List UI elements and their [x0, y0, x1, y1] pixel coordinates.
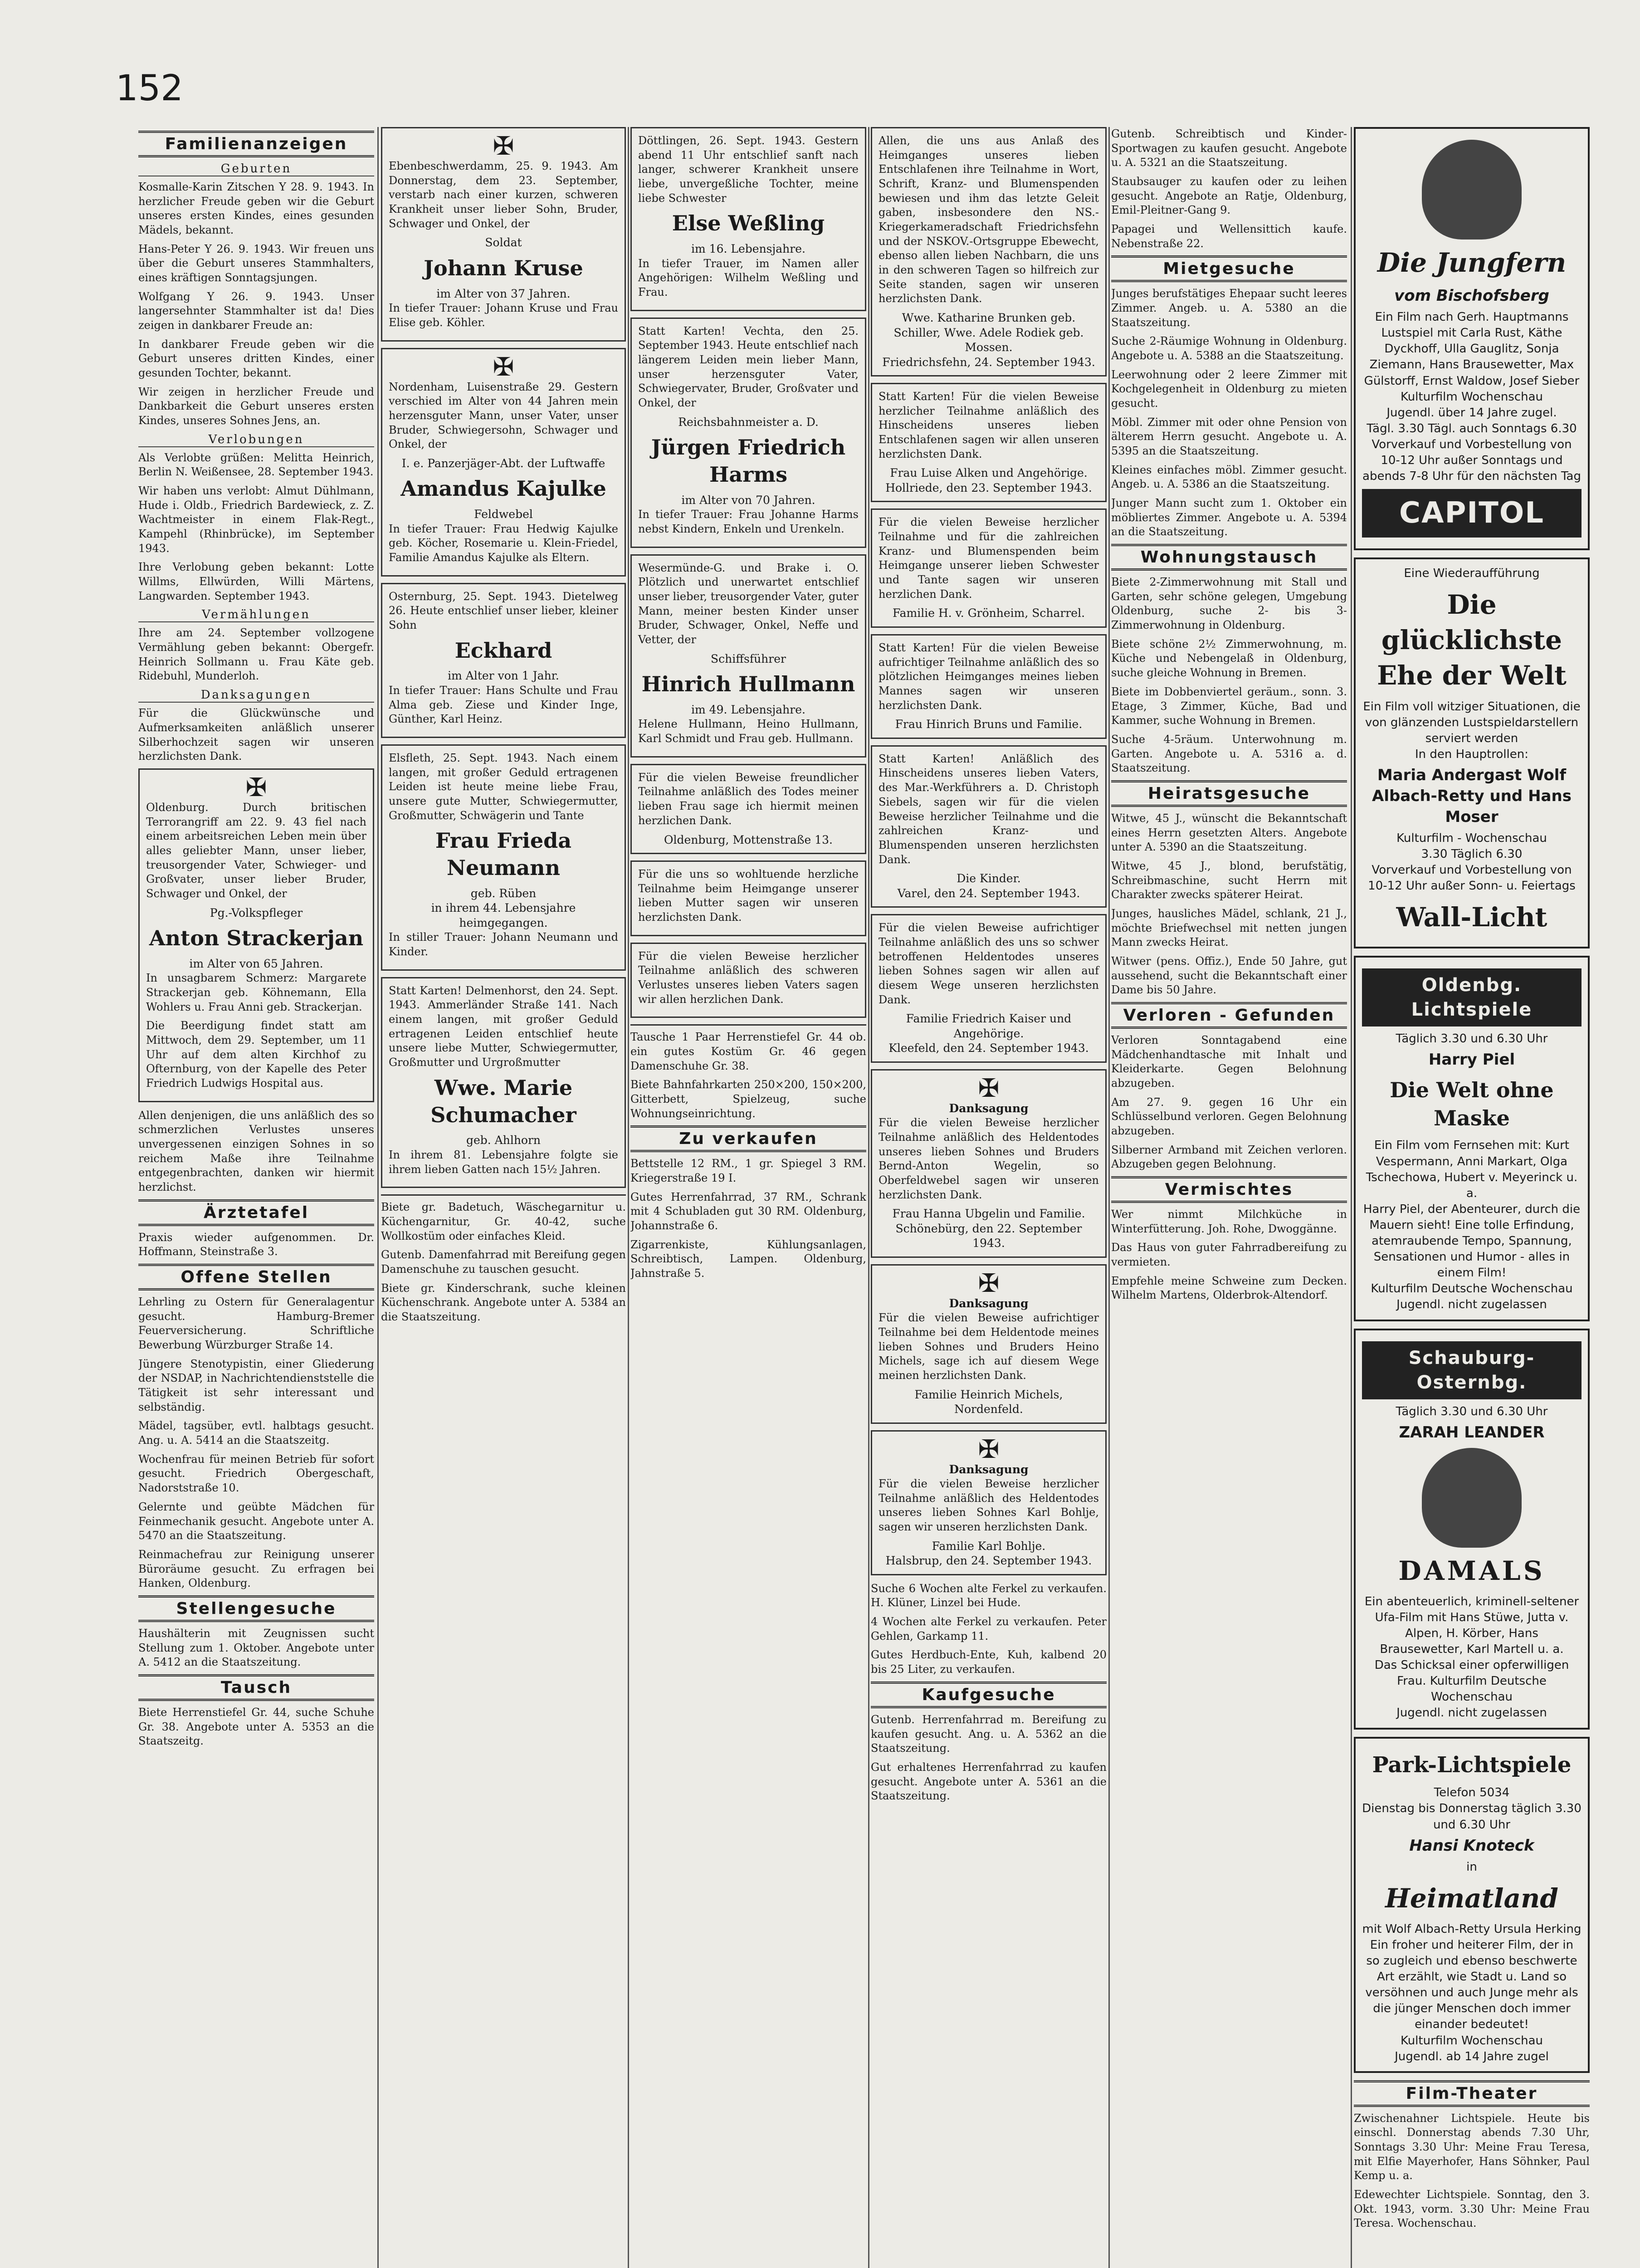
classified: Bettstelle 12 RM., 1 gr. Spiegel 3 RM. Kriegerstraße 19 I. [630, 1157, 866, 1185]
film-presale: Vorverkauf und Vorbestellung von 10-12 Uhr außer Sonn- u. Feiertags [1368, 863, 1576, 893]
thanks-notice [630, 943, 866, 1018]
classified: Verloren Sonntagabend eine Mädchenhandtasche mit Inhalt und Kleiderkarte. Gegen Belohnung abzugeben. [1111, 1033, 1347, 1090]
thanks-notice [871, 914, 1107, 1063]
thanks-text: Für die vielen Beweise aufrichtiger Teilnahme anläßlich des uns so schwer betroffenen Heldentodes unseres lieben Sohnes sagen wir allen auf diesem Wege unseren herzlichsten Dank. [879, 921, 1099, 1006]
death-notice [630, 318, 866, 548]
classified: Biete im Dobbenviertel geräum., sonn. 3. Etage, 3 Zimmer, Küche, Bad und Kammer, suche Wohnung in Bremen. [1111, 685, 1347, 727]
thanks-signature: Wwe. Katharine Brunken geb. Schiller, Wwe. Adele Rodiek geb. Mossen. [893, 311, 1084, 354]
birth-notice: Wolfgang Y 26. 9. 1943. Unser langersehnter Stammhalter ist da! Dies zeigen in dankbarer Freude an: [138, 290, 374, 332]
birth-notice: Kosmalle-Karin Zitschen Y 28. 9. 1943. In herzlicher Freude geben wir die Geburt unseres ersten Kindes, eines gesunden Mädels, bekannt. [138, 181, 374, 237]
film-times: Dienstag bis Donnerstag täglich 3.30 und 6.30 Uhr [1362, 1802, 1581, 1832]
film-age-rating: Jugendl. nicht zugelassen [1396, 1706, 1547, 1720]
classified: Haushälterin mit Zeugnissen sucht Stellung zum 1. Oktober. Angebote unter A. 5412 an die Staatszeitung. [138, 1627, 374, 1669]
thanks-signature: Frau Hinrich Bruns und Familie. [895, 718, 1083, 731]
classified: Biete Bahnfahrkarten 250×200, 150×200, Gitterbett, Spielzeug, suche Wohnungseinrichtung. [630, 1078, 866, 1120]
film-title: DAMALS [1398, 1555, 1545, 1586]
death-born: geb. Rüben [470, 886, 537, 900]
death-mourners: In tiefer Trauer: Johann Kruse und Frau Elise geb. Köhler. [389, 302, 618, 329]
thanks-place: Kleefeld, den 24. September 1943. [888, 1041, 1089, 1055]
thanks-place: Halsbrup, den 24. September 1943. [885, 1554, 1092, 1568]
classified: Silberner Armband mit Zeichen verloren. Abzugeben gegen Belohnung. [1111, 1143, 1347, 1171]
death-intro: Elsfleth, 25. Sept. 1943. Nach einem langen, mit großer Geduld ertragenen Leiden ist heute meine liebe Frau, unsere gute Mutter, Schwiegermutter, Großmutter, Schwägerin und Tante [389, 752, 618, 822]
column-thanks [871, 127, 1107, 2268]
film-star: Harry Piel [1428, 1051, 1515, 1069]
death-name: Else Weßling [672, 211, 825, 236]
cinema-name: Oldenbg. Lichtspiele [1362, 968, 1581, 1026]
cinema-ad-oldenburg [1354, 956, 1590, 1321]
thanks-notice [871, 1264, 1107, 1424]
thanks-signature: Oldenburg, Mottenstraße 13. [664, 833, 833, 846]
death-notice [381, 744, 626, 971]
column-divider [868, 127, 869, 2268]
thanks-text: Für die vielen Beweise aufrichtiger Teilnahme bei dem Heldentode meines lieben Sohnes und Bruders Heino Michels, sage ich auf diesem Wege meinen herzlichsten Dank. [879, 1311, 1099, 1382]
classified: Staubsauger zu kaufen oder zu leihen gesucht. Angebote an Ratje, Oldenburg, Emil-Pleitner-Gang 9. [1111, 175, 1347, 217]
film-extras: Kulturfilm - Wochenschau [1396, 831, 1547, 845]
film-extras: Kulturfilm Wochenschau [1400, 390, 1543, 404]
classified: Gutes Herrenfahrrad, 37 RM., Schrank mit 4 Schubladen gut 30 RM. Oldenburg, Johannstraße 6. [630, 1190, 866, 1232]
thanks-text: Statt Karten! Anläßlich des Hinscheidens unseres lieben Vaters, des Mar.-Werkführers a. D. Christoph Siebels, sagen wir für die vielen Beweise herzlicher Teilnahme und die zahlreichen Kranz- und Blumenspenden unseren herzlichsten Dank. [879, 752, 1099, 866]
cinema-name: Schauburg-Osternbg. [1362, 1341, 1581, 1399]
actress-portrait-icon [1422, 140, 1522, 240]
death-name: Hinrich Hullmann [641, 672, 855, 697]
column-divider [628, 127, 629, 2268]
film-extras: Kulturfilm Wochenschau [1400, 2033, 1543, 2048]
classified: Wochenfrau für meinen Betrieb für sofort gesucht. Friedrich Obergeschaft, Nadorststraße 10. [138, 1452, 374, 1495]
section-header: Ärztetafel [138, 1199, 374, 1226]
death-born: geb. Ahlhorn [466, 1134, 541, 1147]
section-header: Zu verkaufen [630, 1125, 866, 1152]
film-description: Ein Film nach Gerh. Hauptmanns Lustspiel mit Carla Rust, Käthe Dyckhoff, Ulla Gauglitz, Sonja Ziemann, Hans Brausewetter, Max Gülstorff, Ernst Waldow, Josef Sieber [1364, 310, 1580, 388]
classified: Zigarrenkiste, Kühlungsanlagen, Schreibtisch, Lampen. Oldenburg, Jahnstraße 5. [630, 1238, 866, 1280]
cinema-ad-wall [1354, 557, 1590, 949]
classified: Junger Mann sucht zum 1. Oktober ein möbliertes Zimmer. Angebote u. A. 5394 an die Staatszeitung. [1111, 497, 1347, 538]
classified: Wer nimmt Milchküche in Winterfütterung. Joh. Rohe, Dwoggänne. [1111, 1207, 1347, 1235]
thanks-notice [871, 383, 1107, 502]
classified: Zwischenahner Lichtspiele. Heute bis einschl. Donnerstag abends 7.30 Uhr, Sonntags 3.30 Uhr: Meine Frau Teresa, mit Elfie Mayerhofer, Hans Söhnker, Paul Kemp u. a. [1354, 2112, 1590, 2182]
classified: Mädel, tagsüber, evtl. halbtags gesucht. Ang. u. A. 5414 an die Staatszeitg. [138, 1419, 374, 1447]
thanks-signature: Die Kinder. [957, 872, 1021, 885]
film-presale: Vorverkauf und Vorbestellung von 10-12 Uhr außer Sonntags und abends 7-8 Uhr für den nächsten Tag [1362, 437, 1581, 484]
death-notice [630, 554, 866, 758]
iron-cross-icon: ✠ [493, 352, 514, 382]
classified: Kleines einfaches möbl. Zimmer gesucht. Angeb. u. A. 5386 an die Staatszeitung. [1111, 463, 1347, 491]
death-title: Soldat [485, 236, 522, 249]
death-name: Frau Frieda Neumann [435, 828, 572, 880]
section-header: Tausch [138, 1674, 374, 1701]
thanks-notice: Für die Glückwünsche und Aufmerksamkeiten anläßlich unserer Silberhochzeit sagen wir unseren herzlichsten Dank. [138, 707, 374, 763]
death-notice [381, 583, 626, 738]
thanks-heading: Danksagung [949, 1101, 1029, 1115]
thanks-text: Für die uns so wohltuende herzliche Teilnahme beim Heimgange unserer lieben Mutter sagen wir unseren herzlichsten Dank. [638, 868, 859, 924]
section-header: Kaufgesuche [871, 1681, 1107, 1708]
thanks-place: Friedrichsfehn, 24. September 1943. [882, 355, 1095, 369]
film-title-line2: vom Bischofsberg [1394, 287, 1549, 305]
column-family-ads [138, 127, 374, 2268]
column-classifieds [1111, 127, 1347, 2268]
thanks-notice: Allen denjenigen, die uns anläßlich des so schmerzlichen Verlustes unseres unvergessenen einzigen Sohnes in so reichem Maße ihre Teilnahme entgegenbrachten, danken wir hiermit herzlichst. [138, 1109, 374, 1194]
thanks-place: Hollriede, den 23. September 1943. [885, 481, 1092, 494]
classified: Suche 6 Wochen alte Ferkel zu verkaufen. H. Klüner, Linzel bei Hude. [871, 1582, 1107, 1609]
thanks-place: Schönebürg, den 22. September 1943. [895, 1222, 1082, 1250]
film-extras: Das Schicksal einer opferwilligen Frau. Kulturfilm Deutsche Wochenschau [1374, 1658, 1569, 1704]
subsection-header: Vermählungen [138, 608, 374, 622]
classified: Leerwohnung oder 2 leere Zimmer mit Kochgelegenheit in Oldenburg zu mieten gesucht. [1111, 368, 1347, 410]
death-notice [381, 127, 626, 342]
classified: Gut erhaltenes Herrenfahrrad zu kaufen gesucht. Angebote unter A. 5361 an die Staatszeitung. [871, 1760, 1107, 1803]
film-title: Die glücklichste Ehe der Welt [1377, 589, 1567, 691]
classified: Biete schöne 2½ Zimmerwohnung, m. Küche und Nebengelaß in Oldenburg, suche gleiche Wohnung in Bremen. [1111, 637, 1347, 679]
death-age: im Alter von 70 Jahren. [681, 493, 815, 507]
death-name: Anton Strackerjan [149, 926, 364, 951]
thanks-notice [871, 1069, 1107, 1258]
iron-cross-icon: ✠ [978, 1268, 1000, 1298]
death-age: in ihrem 44. Lebensjahre heimgegangen. [431, 901, 576, 929]
classified: Biete gr. Badetuch, Wäschegarnitur u. Küchengarnitur, Gr. 40-42, suche Wollkostüm oder einfaches Kleid. [381, 1201, 626, 1242]
classified: Junges, hausliches Mädel, schlank, 21 J., möchte Briefwechsel mit netten jungen Mann zwecks Heirat. [1111, 907, 1347, 949]
death-age: im Alter von 1 Jahr. [448, 669, 559, 683]
death-age: im 49. Lebensjahre. [691, 703, 805, 716]
film-times: 3.30 Täglich 6.30 [1421, 847, 1523, 861]
thanks-text: Für die vielen Beweise herzlicher Teilnahme anläßlich des schweren Verlustes unseres lieben Vaters sagen wir allen herzlichen Dank. [638, 949, 859, 1006]
classified: Gutenb. Schreibtisch und Kinder-Sportwagen zu kaufen gesucht. Angebote u. A. 5321 an die Staatszeitung. [1111, 127, 1347, 169]
classified: Suche 2-Räumige Wohnung in Oldenburg. Angebote u. A. 5388 an die Staatszeitung. [1111, 335, 1347, 362]
death-mourners: In stiller Trauer: Johann Neumann und Kinder. [389, 931, 618, 958]
thanks-notice [630, 764, 866, 854]
film-age-rating: Jugendl. nicht zugelassen [1396, 1298, 1547, 1312]
classified: Lehrling zu Ostern für Generalagentur gesucht. Hamburg-Bremer Feuerversicherung. Schriftliche Bewerbung Würzburger Straße 14. [138, 1295, 374, 1352]
actress-portrait-icon [1422, 1448, 1522, 1548]
page-number: 152 [116, 68, 183, 109]
engagement-notice: Wir haben uns verlobt: Almut Dühlmann, Hude i. Oldb., Friedrich Bardewieck, z. Z. Wachtmeister in einem Flak-Regt., Kampehl (Rhinbrücke), im September 1943. [138, 484, 374, 555]
death-title: Reichsbahnmeister a. D. [678, 415, 819, 429]
classified: Witwe, 45 J., wünscht die Bekanntschaft eines Herrn gesetzten Alters. Angebote unter A. 5390 an die Staatszeitung. [1111, 811, 1347, 854]
divider [630, 1024, 866, 1026]
subsection-header: Verlobungen [138, 433, 374, 447]
column-divider [377, 127, 379, 2268]
cinema-phone: Telefon 5034 [1434, 1786, 1510, 1800]
classified: Biete Herrenstiefel Gr. 44, suche Schuhe Gr. 38. Angebote unter A. 5353 an die Staatszeitg. [138, 1706, 374, 1748]
cinema-ad-schauburg [1354, 1329, 1590, 1730]
section-header: Heiratsgesuche [1111, 780, 1347, 807]
thanks-signature: Familie Friedrich Kaiser und Angehörige. [906, 1012, 1072, 1040]
thanks-text: Statt Karten! Für die vielen Beweise aufrichtiger Teilnahme anläßlich des so plötzlichen Heimganges meines lieben Mannes sagen wir unseren herzlichsten Dank. [879, 641, 1099, 712]
death-notice [381, 348, 626, 577]
cinema-name: Wall-Licht [1396, 902, 1547, 933]
column-death-notices-2 [381, 127, 626, 2268]
film-description: Ein froher und heiterer Film, der in so zugleich und ebenso beschwerte Art erzählt, wie Stadt u. Land so versöhnen und auch Junge mehr als die jünger Menschen doch immer einander bedeutet! [1365, 1938, 1578, 2032]
film-in: in [1466, 1860, 1477, 1874]
death-intro: Statt Karten! Delmenhorst, den 24. Sept. 1943. Ammerländer Straße 141. Nach einem langen, mit großer Geduld ertragenen Leiden entschlief heute unsere liebe Mutter, Schwiegermutter, Großmutter und Urgroßmutter [389, 984, 618, 1069]
classified: Gutes Herdbuch-Ente, Kuh, kalbend 20 bis 25 Liter, zu verkaufen. [871, 1648, 1107, 1676]
section-header: Offene Stellen [138, 1264, 374, 1290]
subsection-header: Danksagungen [138, 688, 374, 703]
thanks-notice [871, 634, 1107, 739]
death-intro: Ebenbeschwerdamm, 25. 9. 1943. Am Donnerstag, dem 23. September, verstarb nach einer kurzen, schweren Krankheit unser lieber Sohn, Bruder, Schwager und Onkel, der [389, 160, 618, 230]
death-title: Schiffsführer [711, 652, 786, 665]
section-header: Vermischtes [1111, 1176, 1347, 1203]
film-cast: mit Wolf Albach-Retty Ursula Herking [1362, 1922, 1581, 1936]
column-death-notices-3 [630, 127, 866, 2268]
engagement-notice: Als Verlobte grüßen: Melitta Heinrich, Berlin N. Weißensee, 28. September 1943. [138, 451, 374, 479]
column-divider [1351, 127, 1352, 2268]
thanks-text: Für die vielen Beweise herzlicher Teilnahme und für die zahlreichen Kranz- und Blumenspenden beim Heimgange unserer lieben Schwester und Tante sagen wir unseren herzlichen Dank. [879, 516, 1099, 601]
death-notice [381, 977, 626, 1188]
section-header: Wohnungstausch [1111, 544, 1347, 571]
classified: Gutenb. Herrenfahrrad m. Bereifung zu kaufen gesucht. Ang. u. A. 5362 an die Staatszeitung. [871, 1713, 1107, 1755]
film-cast: Maria Andergast Wolf Albach-Retty und Hans Moser [1372, 766, 1572, 826]
classified: Papagei und Wellensittich kaufe. Nebenstraße 22. [1111, 223, 1347, 250]
film-description: Ein abenteuerlich, kriminell-seltener Ufa-Film mit Hans Stüwe, Jutta v. Alpen, H. Körber, Hans Brausewetter, Karl Martell u. a. [1364, 1594, 1579, 1657]
death-mourners: In tiefer Trauer: Hans Schulte und Frau Alma geb. Ziese und Kinder Inge, Günther, Karl Heinz. [389, 684, 618, 726]
film-description: Ein Film voll witziger Situationen, die von glänzenden Lustspieldarstellern serviert werden [1363, 699, 1581, 745]
column-divider [1108, 127, 1110, 2268]
cinema-ad-park [1354, 1737, 1590, 2073]
engagement-notice: Ihre Verlobung geben bekannt: Lotte Willms, Ellwürden, Willi Märtens, Langwarden. September 1943. [138, 561, 374, 602]
thanks-heading: Danksagung [949, 1296, 1029, 1310]
thanks-signature: Frau Luise Alken und Angehörige. [890, 466, 1088, 480]
death-intro: Osternburg, 25. Sept. 1943. Dietelweg 26. Heute entschlief unser lieber, kleiner Sohn [389, 590, 618, 632]
death-intro: Statt Karten! Vechta, den 25. September 1943. Heute entschlief nach längerem Leiden mein lieber Mann, unser herzensguter Vater, Schwiegervater, Bruder, Großvater und Onkel, der [638, 324, 859, 410]
classified: Junges berufstätiges Ehepaar sucht leeres Zimmer. Angeb. u. A. 5380 an die Staatszeitung. [1111, 287, 1347, 329]
section-header: Verloren - Gefunden [1111, 1002, 1347, 1029]
film-star: Hansi Knoteck [1409, 1836, 1534, 1855]
death-notice [138, 768, 374, 1102]
film-title: Die Welt ohne Maske [1390, 1078, 1554, 1131]
film-age-rating: Jugendl. über 14 Jahre zugel. [1386, 406, 1557, 420]
column-cinema [1354, 127, 1590, 2268]
death-mourners: In tiefer Trauer: Frau Johanne Harms nebst Kindern, Enkeln und Urenkeln. [638, 508, 859, 535]
classified: Gelernte und geübte Mädchen für Feinmechanik gesucht. Angebote unter A. 5470 an die Staatszeitung. [138, 1500, 374, 1542]
film-blurb: Harry Piel, der Abenteurer, durch die Mauern sieht! Eine tolle Erfindung, atemraubende Tempo, Spannung, Sensationen und Humor - alles in einem Film! [1363, 1202, 1581, 1280]
thanks-signature: Familie Karl Bohlje. [932, 1539, 1046, 1553]
death-rank: Feldwebel [474, 508, 533, 521]
death-title: Pg.-Volkspfleger [210, 906, 303, 919]
death-name: Johann Kruse [424, 255, 583, 280]
thanks-notice [871, 508, 1107, 628]
cinema-name: CAPITOL [1362, 489, 1581, 537]
section-header: Familienanzeigen [138, 131, 374, 157]
death-intro: Döttlingen, 26. Sept. 1943. Gestern abend 11 Uhr entschlief sanft nach langer, schwerer Krankheit unsere liebe, unvergeßliche Tochter, meine liebe Schwester [638, 134, 859, 205]
film-times: Tägl. 3.30 Tägl. auch Sonntags 6.30 [1367, 421, 1577, 435]
film-intro: Eine Wiederaufführung [1404, 566, 1540, 580]
section-header: Film-Theater [1354, 2080, 1590, 2107]
film-cast-intro: In den Hauptrollen: [1415, 747, 1529, 761]
death-mourners: In tiefer Trauer: Frau Hedwig Kajulke geb. Köcher, Rosemarie u. Klein-Friedel, Familie Amandus Kajulke als Eltern. [389, 522, 618, 564]
death-age: im Alter von 37 Jahren. [436, 287, 571, 300]
thanks-notice [630, 860, 866, 936]
cinema-ad-capitol [1354, 127, 1590, 550]
film-times: Täglich 3.30 und 6.30 Uhr [1396, 1404, 1548, 1418]
classified: Reinmachefrau zur Reinigung unserer Büroräume gesucht. Zu erfragen bei Hanken, Oldenburg. [138, 1548, 374, 1590]
birth-notice: Hans-Peter Y 26. 9. 1943. Wir freuen uns über die Geburt unseres Stammhalters, eines kräftigen Sonntagsjungen. [138, 242, 374, 284]
thanks-signature: Familie Heinrich Michels, Nordenfeld. [914, 1388, 1063, 1416]
thanks-signature: Familie H. v. Grönheim, Scharrel. [892, 606, 1085, 620]
death-intro: Nordenham, Luisenstraße 29. Gestern verschied im Alter von 44 Jahren mein herzensguter Mann, unser Vater, unser Bruder, Schwiegersohn, Schwager und Onkel, der [389, 380, 618, 451]
thanks-signature: Frau Hanna Ubgelin und Familie. [892, 1207, 1085, 1221]
classified: Edewechter Lichtspiele. Sonntag, den 3. Okt. 1943, vorm. 3.30 Uhr: Meine Frau Teresa. Wochenschau. [1354, 2188, 1590, 2230]
death-name: Amandus Kajulke [400, 476, 606, 501]
film-extras: Kulturfilm Deutsche Wochenschau [1371, 1282, 1573, 1296]
thanks-text: Statt Karten! Für die vielen Beweise herzlicher Teilnahme anläßlich des Hinscheidens unseres lieben Entschlafenen sagen wir allen unseren herzlichsten Dank. [879, 390, 1099, 460]
subsection-header: Geburten [138, 162, 374, 176]
thanks-text: Für die vielen Beweise freundlicher Teilnahme anläßlich des Todes meiner lieben Frau sage ich hiermit meinen herzlichen Dank. [638, 771, 859, 827]
thanks-place: Varel, den 24. September 1943. [897, 886, 1080, 900]
classified: 4 Wochen alte Ferkel zu verkaufen. Peter Gehlen, Garkamp 11. [871, 1615, 1107, 1642]
death-title: I. e. Panzerjäger-Abt. der Luftwaffe [401, 456, 605, 470]
classified: Das Haus von guter Fahrradbereifung zu vermieten. [1111, 1241, 1347, 1268]
death-mourners: Helene Hullmann, Heino Hullmann, Karl Schmidt und Frau geb. Hullmann. [638, 718, 859, 745]
death-age: im Alter von 65 Jahren. [189, 957, 323, 970]
death-burial: Die Beerdigung findet statt am Mittwoch, dem 29. September, um 11 Uhr auf dem alten Kirchhof zu Ofternburg, von der Kapelle des Peter Friedrich Ludwigs Hospital aus. [146, 1019, 366, 1090]
death-mourners: In tiefer Trauer, im Namen aller Angehörigen: Wilhelm Weßling und Frau. [638, 257, 859, 298]
thanks-notice [871, 745, 1107, 908]
section-header: Mietgesuche [1111, 255, 1347, 282]
death-name: Jürgen Friedrich Harms [651, 435, 846, 487]
death-name: Wwe. Marie Schumacher [430, 1075, 576, 1127]
classified: Witwe, 45 J., blond, berufstätig, Schreibmaschine, sucht Herrn mit Charakter zwecks späterer Heirat. [1111, 859, 1347, 901]
death-age: In ihrem 81. Lebensjahre folgte sie ihrem lieben Gatten nach 15½ Jahren. [389, 1148, 618, 1176]
iron-cross-icon: ✠ [493, 132, 514, 161]
classified: Am 27. 9. gegen 16 Uhr ein Schlüsselbund verloren. Gegen Belohnung abzugeben. [1111, 1095, 1347, 1137]
thanks-text: Für die vielen Beweise herzlicher Teilnahme anläßlich des Heldentodes unseres lieben Sohnes Karl Bohlje, sagen wir unseren herzlichsten Dank. [879, 1477, 1099, 1534]
death-notice [630, 127, 866, 311]
classified: Suche 4-5räum. Unterwohnung m. Garten. Angebote u. A. 5316 a. d. Staatszeitung. [1111, 733, 1347, 775]
iron-cross-icon: ✠ [978, 1434, 1000, 1464]
film-title: Heimatland [1385, 1882, 1558, 1914]
thanks-text: Für die vielen Beweise herzlicher Teilnahme anläßlich des Heldentodes unseres lieben Sohnes und Bruders Bernd-Anton Wegelin, so Oberfeldwebel sagen wir unseren herzlichsten Dank. [879, 1116, 1099, 1201]
thanks-notice [871, 127, 1107, 376]
wedding-notice: Ihre am 24. September vollzogene Vermählung geben bekannt: Obergefr. Heinrich Sollmann u. Frau Käte geb. Ridebuhl, Munderloh. [138, 626, 374, 683]
thanks-notice [871, 1430, 1107, 1575]
thanks-text: Allen, die uns aus Anlaß des Heimganges unseres lieben Entschlafenen ihre Teilnahme in Wort, Schrift, Kranz- und Blumenspenden bewiesen und ihm das letzte Geleit gaben, insbesondere den NS.-Kriegerkameradschaft Friedrichsfehn und der NSKOV.-Ortsgruppe Ebewecht, ebenso allen lieben Nachbarn, die uns in den schweren Tagen so hilfreich zur Seite standen, sagen wir unseren herzlichsten Dank. [879, 134, 1099, 305]
section-header: Stellengesuche [138, 1595, 374, 1622]
classified: Möbl. Zimmer mit oder ohne Pension von älterem Herrn gesucht. Angebote u. A. 5395 an die Staatszeitung. [1111, 415, 1347, 458]
classified: Praxis wieder aufgenommen. Dr. Hoffmann, Steinstraße 3. [138, 1231, 374, 1258]
iron-cross-icon: ✠ [245, 772, 267, 802]
classified: Biete gr. Kinderschrank, suche kleinen Küchenschrank. Angebote unter A. 5384 an die Staatszeitung. [381, 1281, 626, 1323]
death-age: im 16. Lebensjahre. [691, 242, 805, 256]
film-description: Ein Film vom Fernsehen mit: Kurt Vespermann, Anni Markart, Olga Tschechowa, Hubert v. Meyerinck u. a. [1366, 1139, 1578, 1200]
death-name: Eckhard [454, 638, 552, 663]
film-star: ZARAH LEANDER [1399, 1423, 1545, 1442]
birth-notice: In dankbarer Freude geben wir die Geburt unseres dritten Kindes, einer gesunden Tochter, bekannt. [138, 337, 374, 380]
iron-cross-icon: ✠ [978, 1073, 1000, 1103]
cinema-name: Park-Lichtspiele [1372, 1752, 1572, 1778]
death-intro: Wesermünde-G. und Brake i. O. Plötzlich und unerwartet entschlief unser lieber, treusorgender Vater, guter Mann, meiner besten Kinder unser Bruder, Schwager, Onkel, Neffe und Vetter, der [638, 561, 859, 646]
death-mourners: In unsagbarem Schmerz: Margarete Strackerjan geb. Köhnemann, Ella Wohlers u. Frau Anni geb. Strackerjan. [146, 972, 366, 1013]
film-times: Täglich 3.30 und 6.30 Uhr [1396, 1032, 1548, 1046]
classified: Biete 2-Zimmerwohnung mit Stall und Garten, sehr schöne gelegen, Umgebung Oldenburg, suche 2- bis 3-Zimmerwohnung in Oldenburg. [1111, 576, 1347, 632]
death-intro: Oldenburg. Durch britischen Terrorangriff am 22. 9. 43 fiel nach einem arbeitsreichen Leben mein über alles geliebter Mann, unser lieber, treusorgender Vater, Schwieger- und Großvater, unser lieber Bruder, Schwager und Onkel, der [146, 801, 366, 900]
classified: Gutenb. Damenfahrrad mit Bereifung gegen Damenschuhe zu tauschen gesucht. [381, 1248, 626, 1276]
film-title: Die Jungfern [1377, 247, 1567, 278]
thanks-heading: Danksagung [949, 1462, 1029, 1476]
divider [381, 1194, 626, 1196]
classified: Tausche 1 Paar Herrenstiefel Gr. 44 ob. ein gutes Kostüm Gr. 46 gegen Damenschuhe Gr. 38. [630, 1031, 866, 1072]
classified: Empfehle meine Schweine zum Decken. Wilhelm Martens, Olderbrok-Altendorf. [1111, 1274, 1347, 1302]
film-age-rating: Jugendl. ab 14 Jahre zugel [1395, 2049, 1549, 2063]
birth-notice: Wir zeigen in herzlicher Freude und Dankbarkeit die Geburt unseres ersten Kindes, unseres Sohnes Jens, an. [138, 385, 374, 427]
classified: Jüngere Stenotypistin, einer Gliederung der NSDAP, in Nachrichtendienststelle die Tätigkeit ist sehr interessant und selbständig. [138, 1357, 374, 1413]
classified: Witwer (pens. Offiz.), Ende 50 Jahre, gut aussehend, sucht die Bekanntschaft einer Dame bis 50 Jahre. [1111, 954, 1347, 997]
